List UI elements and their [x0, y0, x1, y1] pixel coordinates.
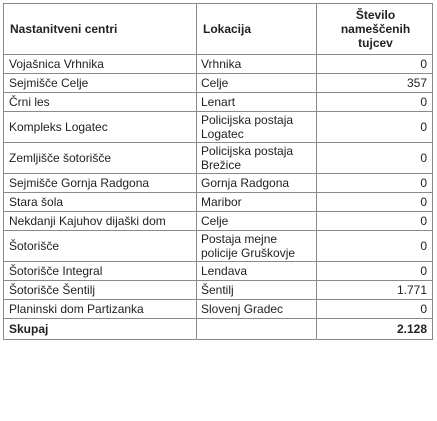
cell-count: 0: [317, 231, 433, 262]
cell-count: 357: [317, 74, 433, 93]
accommodation-centers-table: [3, 3, 433, 340]
table-row: [4, 300, 433, 319]
cell-location: Policijska postaja Brežice: [197, 143, 317, 174]
table-row: [4, 212, 433, 231]
cell-center: Šotorišče Integral: [4, 262, 197, 281]
cell-count: 0: [317, 262, 433, 281]
cell-count: 1.771: [317, 281, 433, 300]
cell-center: Nekdanji Kajuhov dijaški dom: [4, 212, 197, 231]
cell-count: 0: [317, 112, 433, 143]
table-row: [4, 74, 433, 93]
cell-location: Lendava: [197, 262, 317, 281]
cell-center: Šotorišče: [4, 231, 197, 262]
cell-location: Celje: [197, 74, 317, 93]
header-location: Lokacija: [197, 4, 317, 55]
cell-location: Vrhnika: [197, 55, 317, 74]
cell-location: Maribor: [197, 193, 317, 212]
cell-location: Postaja mejne policije Gruškovje: [197, 231, 317, 262]
cell-location: Gornja Radgona: [197, 174, 317, 193]
total-label: Skupaj: [4, 319, 197, 340]
table-row: [4, 112, 433, 143]
total-location: [197, 319, 317, 340]
cell-location: Lenart: [197, 93, 317, 112]
cell-count: 0: [317, 193, 433, 212]
cell-location: Policijska postaja Logatec: [197, 112, 317, 143]
table-header-row: [4, 4, 433, 55]
cell-location: Celje: [197, 212, 317, 231]
cell-center: Stara šola: [4, 193, 197, 212]
table-row: [4, 93, 433, 112]
table-row: [4, 281, 433, 300]
table-row: [4, 143, 433, 174]
cell-count: 0: [317, 55, 433, 74]
cell-count: 0: [317, 174, 433, 193]
cell-count: 0: [317, 143, 433, 174]
cell-location: Slovenj Gradec: [197, 300, 317, 319]
header-center: Nastanitveni centri: [4, 4, 197, 55]
cell-center: Kompleks Logatec: [4, 112, 197, 143]
table-row: [4, 55, 433, 74]
cell-center: Zemljišče šotorišče: [4, 143, 197, 174]
header-count: Število nameščenih tujcev: [317, 4, 433, 55]
cell-center: Šotorišče Šentilj: [4, 281, 197, 300]
table-row: [4, 174, 433, 193]
table-row: [4, 231, 433, 262]
cell-center: Črni les: [4, 93, 197, 112]
cell-center: Vojašnica Vrhnika: [4, 55, 197, 74]
cell-count: 0: [317, 212, 433, 231]
cell-count: 0: [317, 300, 433, 319]
table-row: [4, 193, 433, 212]
cell-center: Sejmišče Celje: [4, 74, 197, 93]
table-container: [3, 3, 433, 340]
cell-location: Šentilj: [197, 281, 317, 300]
cell-center: Sejmišče Gornja Radgona: [4, 174, 197, 193]
table-total-row: [4, 319, 433, 340]
total-count: 2.128: [317, 319, 433, 340]
cell-center: Planinski dom Partizanka: [4, 300, 197, 319]
table-row: [4, 262, 433, 281]
cell-count: 0: [317, 93, 433, 112]
